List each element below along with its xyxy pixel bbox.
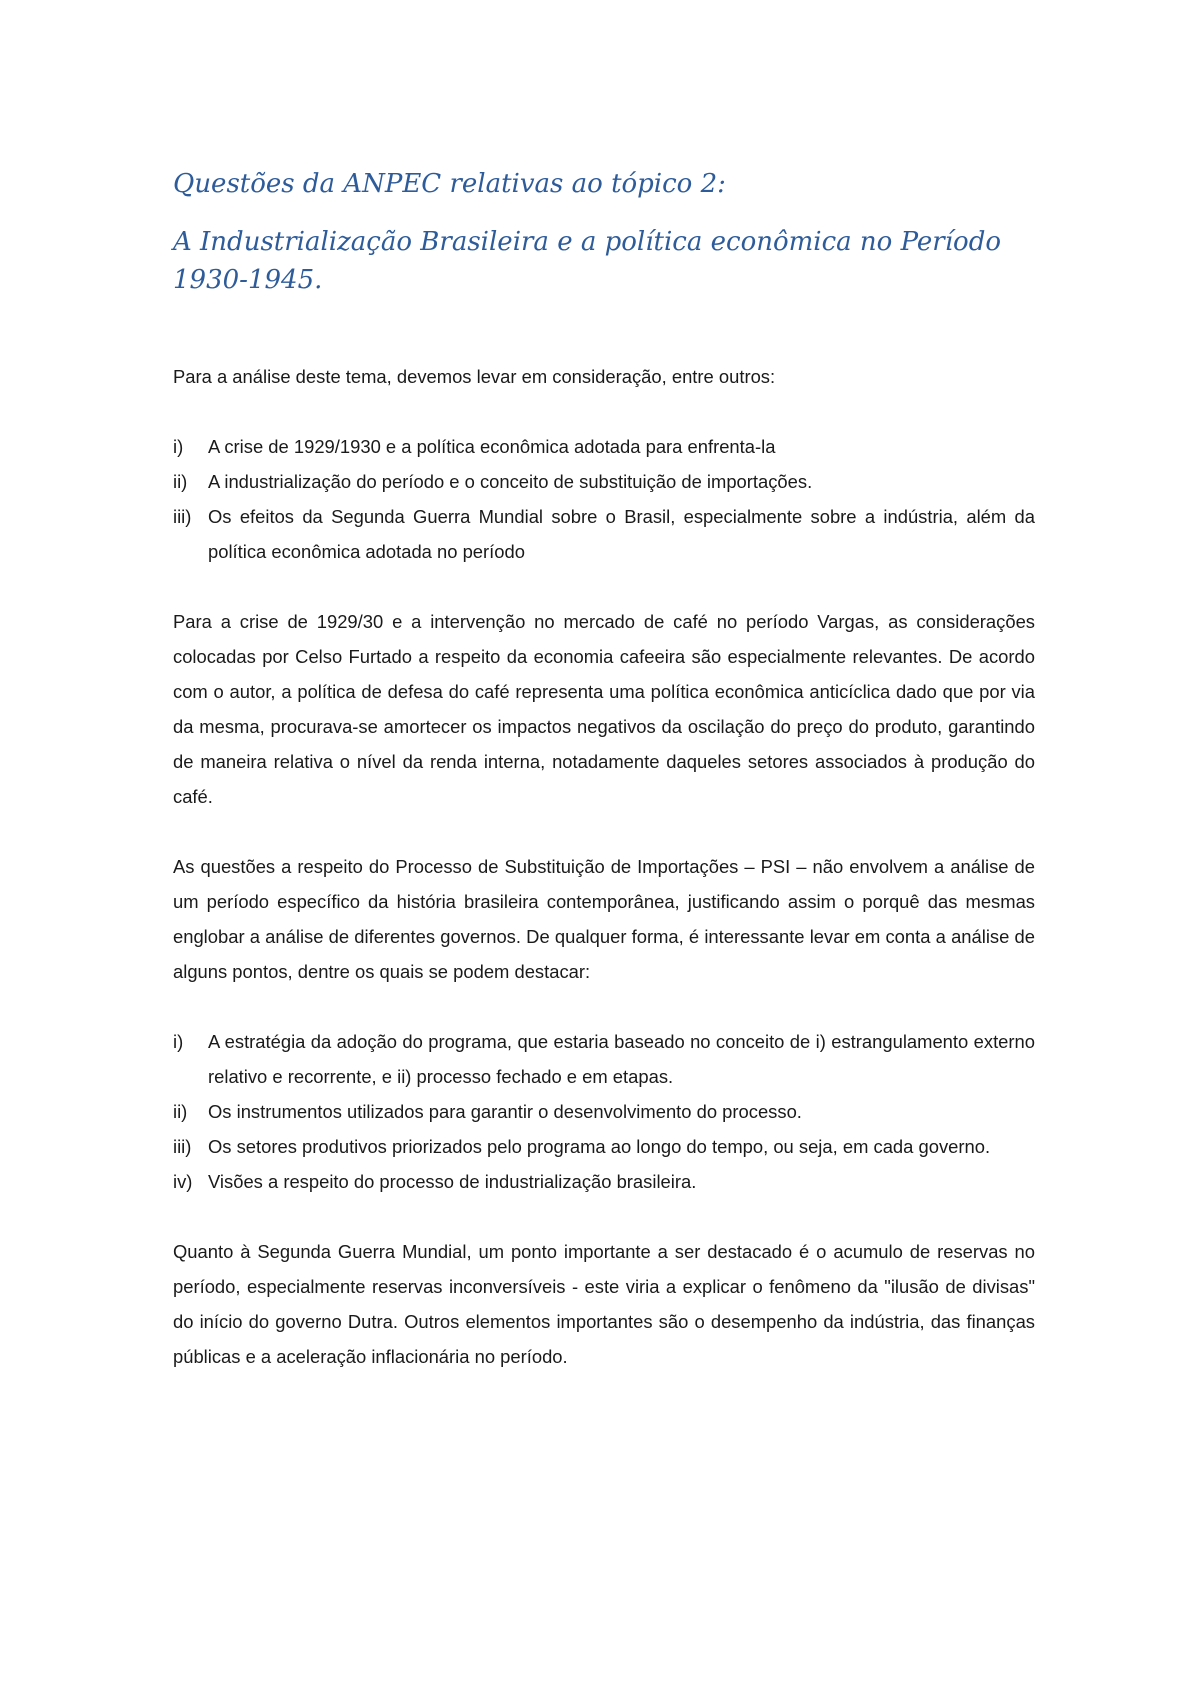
paragraph-segunda-guerra: Quanto à Segunda Guerra Mundial, um ponto importante a ser destacado é o acumulo de reservas no período, especialmente reservas inconversíveis - este viria a explicar o fenômeno da "ilusão de divisas" do início do governo Dutra. Outros elementos importantes são o desempenho da indústria, das finanças públicas e a aceleração inflacionária no período. <box>173 1241 1035 1367</box>
list-marker: iii) <box>173 506 192 527</box>
list-item <box>173 1094 1035 1129</box>
list-item-text: A industrialização do período e o conceito de substituição de importações. <box>208 471 813 492</box>
title-line-2: A Industrialização Brasileira e a política econômica no Período 1930-1945. <box>173 227 1002 295</box>
list-marker: iii) <box>173 1136 192 1157</box>
list-item-text: Visões a respeito do processo de industrialização brasileira. <box>208 1171 697 1192</box>
list-marker: ii) <box>173 1101 188 1122</box>
paragraph-crise: Para a crise de 1929/30 e a intervenção no mercado de café no período Vargas, as considerações colocadas por Celso Furtado a respeito da economia cafeeira são especialmente relevantes. De acordo com o autor, a política de defesa do café representa uma política econômica anticíclica dado que por via da mesma, procurava-se amortecer os impactos negativos da oscilação do preço do produto, garantindo de maneira relativa o nível da renda interna, notadamente daqueles setores associados à produção do café. <box>173 611 1035 807</box>
list-item-text: Os instrumentos utilizados para garantir o desenvolvimento do processo. <box>208 1101 802 1122</box>
list-item <box>173 1024 1035 1094</box>
list-item <box>173 429 1035 464</box>
list-marker: i) <box>173 1031 184 1052</box>
document-content <box>173 165 1035 1409</box>
list-item-text: A crise de 1929/1930 e a política econômica adotada para enfrenta-la <box>208 436 776 457</box>
list-item <box>173 1164 1035 1199</box>
list-marker: ii) <box>173 471 188 492</box>
list-item-text: Os efeitos da Segunda Guerra Mundial sobre o Brasil, especialmente sobre a indústria, além da política econômica adotada no período <box>208 506 1035 562</box>
list-item-text: Os setores produtivos priorizados pelo programa ao longo do tempo, ou seja, em cada governo. <box>208 1136 991 1157</box>
list-item <box>173 464 1035 499</box>
psi-points-list <box>173 1024 1035 1199</box>
title-line-1: Questões da ANPEC relativas ao tópico 2: <box>173 169 726 199</box>
intro-paragraph: Para a análise deste tema, devemos levar em consideração, entre outros: <box>173 366 776 387</box>
topics-list <box>173 429 1035 569</box>
paragraph-psi: As questões a respeito do Processo de Substituição de Importações – PSI – não envolvem a análise de um período específico da história brasileira contemporânea, justificando assim o porquê das mesmas englobar a análise de diferentes governos. De qualquer forma, é interessante levar em conta a análise de alguns pontos, dentre os quais se podem destacar: <box>173 856 1035 982</box>
list-item-text: A estratégia da adoção do programa, que estaria baseado no conceito de i) estrangulamento externo relativo e recorrente, e ii) processo fechado e em etapas. <box>208 1031 1035 1087</box>
list-marker: i) <box>173 436 184 457</box>
list-marker: iv) <box>173 1171 193 1192</box>
list-item <box>173 1129 1035 1164</box>
list-item <box>173 499 1035 569</box>
